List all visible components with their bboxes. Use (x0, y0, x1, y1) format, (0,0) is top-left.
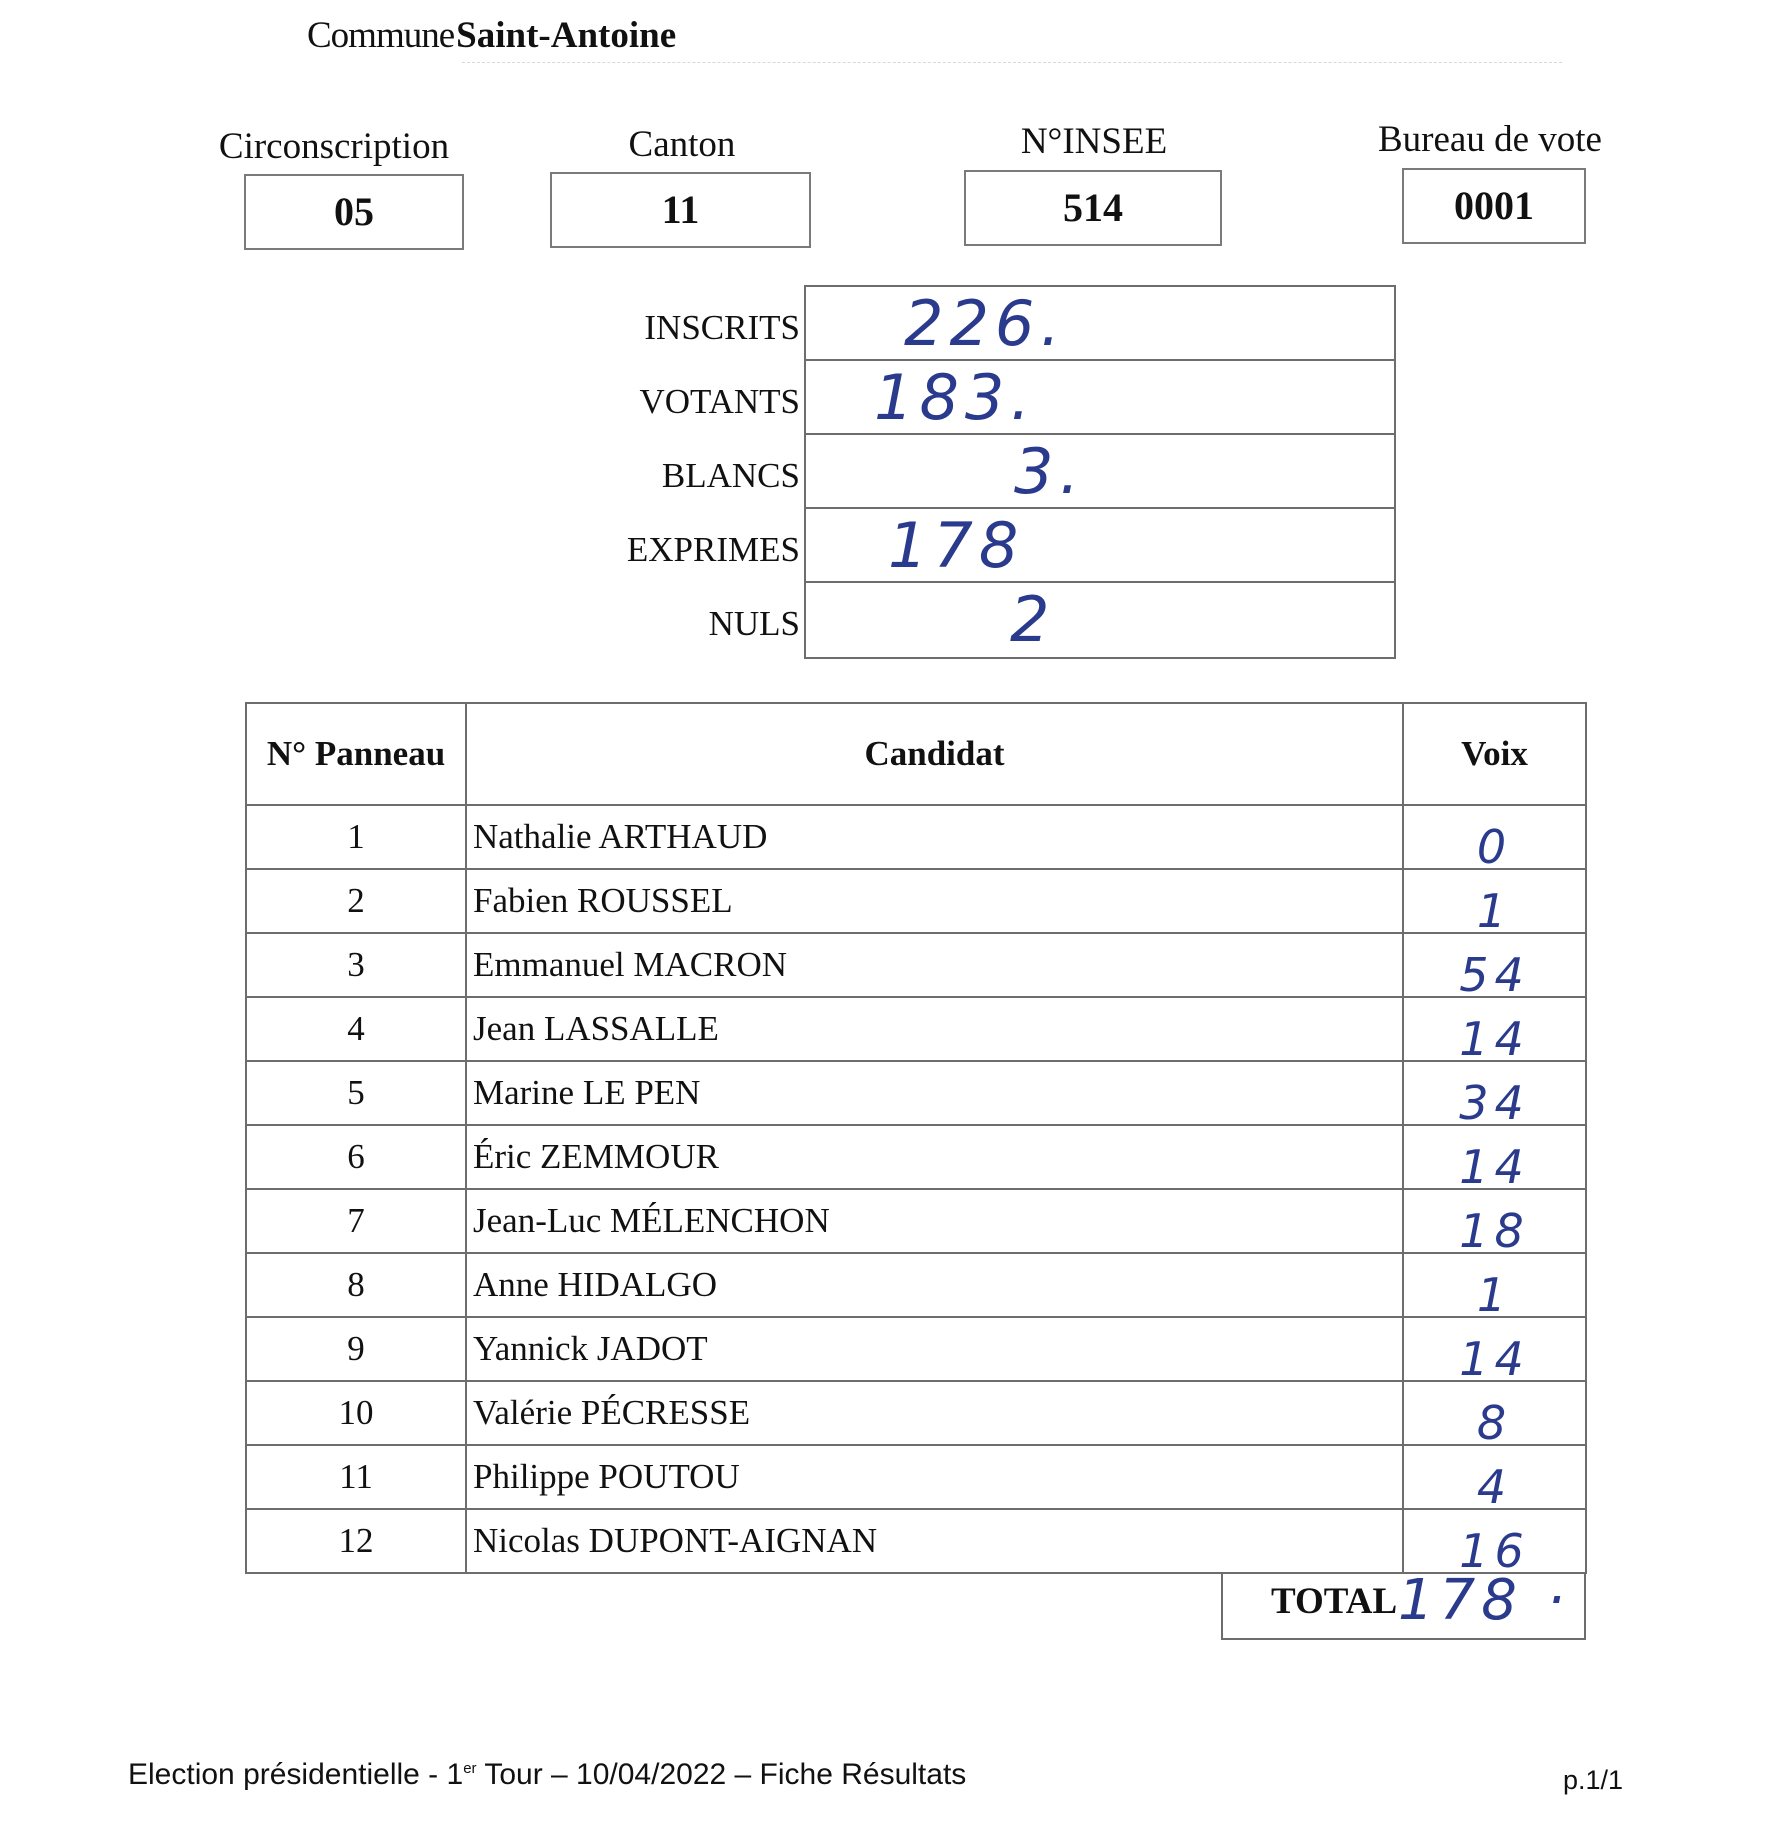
footer-details: Tour – 10/04/2022 – Fiche Résultats (476, 1758, 967, 1791)
panel-number: 2 (246, 869, 466, 933)
votants-row (806, 361, 1394, 435)
candidate-name: Éric ZEMMOUR (466, 1125, 1403, 1189)
header-panel: N° Panneau (246, 703, 466, 805)
panel-number: 3 (246, 933, 466, 997)
inscrits-label: INSCRITS (644, 308, 800, 347)
footer-text (128, 1758, 966, 1792)
nuls-label: NULS (708, 604, 800, 643)
table-header-row (246, 703, 1586, 805)
insee-label: N°INSEE (1020, 121, 1168, 162)
table-row (246, 1445, 1586, 1509)
results-table (245, 702, 1587, 1578)
votes-value: 18 (1459, 1204, 1530, 1258)
table-row (246, 1061, 1586, 1125)
votes-cell (1403, 1125, 1586, 1194)
footer-election: Election présidentielle - 1 (128, 1758, 464, 1791)
bureau-label: Bureau de vote (1378, 119, 1602, 160)
exprimes-row (806, 509, 1394, 583)
votes-cell (1403, 1317, 1586, 1386)
votes-cell (1403, 1381, 1586, 1450)
table-row (246, 1253, 1586, 1317)
panel-number: 10 (246, 1381, 466, 1445)
panel-number: 9 (246, 1317, 466, 1381)
votes-cell (1403, 805, 1586, 874)
total-box (1221, 1568, 1586, 1640)
votes-cell (1403, 1445, 1586, 1514)
commune-header (307, 14, 676, 57)
votes-value: 54 (1459, 948, 1530, 1002)
candidate-name: Fabien ROUSSEL (466, 869, 1403, 933)
votes-value: 0 (1476, 820, 1513, 874)
candidate-name: Jean-Luc MÉLENCHON (466, 1189, 1403, 1253)
votes-value: 14 (1459, 1140, 1530, 1194)
candidate-name: Emmanuel MACRON (466, 933, 1403, 997)
footer-ordinal: er (463, 1760, 477, 1777)
votes-cell (1403, 1509, 1586, 1578)
candidate-name: Philippe POUTOU (466, 1445, 1403, 1509)
table-row (246, 869, 1586, 933)
inscrits-row (806, 287, 1394, 361)
candidate-name: Yannick JADOT (466, 1317, 1403, 1381)
header-votes: Voix (1403, 703, 1586, 805)
commune-underline (462, 62, 1562, 63)
counts-box (804, 285, 1396, 659)
votes-cell (1403, 1061, 1586, 1130)
total-label: TOTAL (1271, 1581, 1398, 1622)
table-row (246, 1509, 1586, 1573)
votes-cell (1403, 1253, 1586, 1322)
panel-number: 12 (246, 1509, 466, 1573)
candidate-name: Anne HIDALGO (466, 1253, 1403, 1317)
circonscription-label: Circonscription (218, 126, 450, 167)
votes-value: 4 (1476, 1460, 1513, 1514)
panel-number: 7 (246, 1189, 466, 1253)
candidate-name: Jean LASSALLE (466, 997, 1403, 1061)
blancs-label: BLANCS (661, 456, 800, 495)
votes-cell (1403, 869, 1586, 938)
commune-name: Saint-Antoine (456, 15, 677, 56)
votants-value: 183. (874, 361, 1037, 434)
exprimes-label: EXPRIMES (626, 530, 800, 569)
inscrits-value: 226. (904, 287, 1067, 360)
page-number: p.1/1 (1563, 1765, 1624, 1795)
votes-value: 1 (1476, 884, 1513, 938)
total-value: 178 · (1398, 1568, 1571, 1633)
votes-value: 14 (1459, 1332, 1530, 1386)
candidate-name: Nathalie ARTHAUD (466, 805, 1403, 869)
exprimes-value: 178 (888, 509, 1025, 582)
votes-value: 34 (1459, 1076, 1530, 1130)
panel-number: 4 (246, 997, 466, 1061)
votes-value: 1 (1476, 1268, 1513, 1322)
blancs-value: 3. (1014, 435, 1086, 508)
candidate-name: Marine LE PEN (466, 1061, 1403, 1125)
votes-cell (1403, 1189, 1586, 1258)
panel-number: 11 (246, 1445, 466, 1509)
header-candidate: Candidat (466, 703, 1403, 805)
table-row (246, 1381, 1586, 1445)
canton-value: 11 (550, 172, 811, 248)
canton-label: Canton (628, 124, 736, 165)
panel-number: 6 (246, 1125, 466, 1189)
bureau-value: 0001 (1402, 168, 1586, 244)
nuls-row (806, 583, 1394, 657)
candidate-name: Nicolas DUPONT-AIGNAN (466, 1509, 1403, 1573)
table-row (246, 1125, 1586, 1189)
commune-label: Commune (307, 15, 455, 56)
table-row (246, 805, 1586, 869)
votes-cell (1403, 933, 1586, 1002)
table-row (246, 933, 1586, 997)
votes-value: 16 (1459, 1524, 1530, 1578)
nuls-value: 2 (1010, 583, 1056, 656)
panel-number: 1 (246, 805, 466, 869)
candidate-name: Valérie PÉCRESSE (466, 1381, 1403, 1445)
table-row (246, 1189, 1586, 1253)
votants-label: VOTANTS (639, 382, 800, 421)
votes-value: 8 (1476, 1396, 1513, 1450)
votes-cell (1403, 997, 1586, 1066)
table-row (246, 997, 1586, 1061)
table-row (246, 1317, 1586, 1381)
circonscription-value: 05 (244, 174, 464, 250)
votes-value: 14 (1459, 1012, 1530, 1066)
blancs-row (806, 435, 1394, 509)
panel-number: 8 (246, 1253, 466, 1317)
insee-value: 514 (964, 170, 1222, 246)
panel-number: 5 (246, 1061, 466, 1125)
